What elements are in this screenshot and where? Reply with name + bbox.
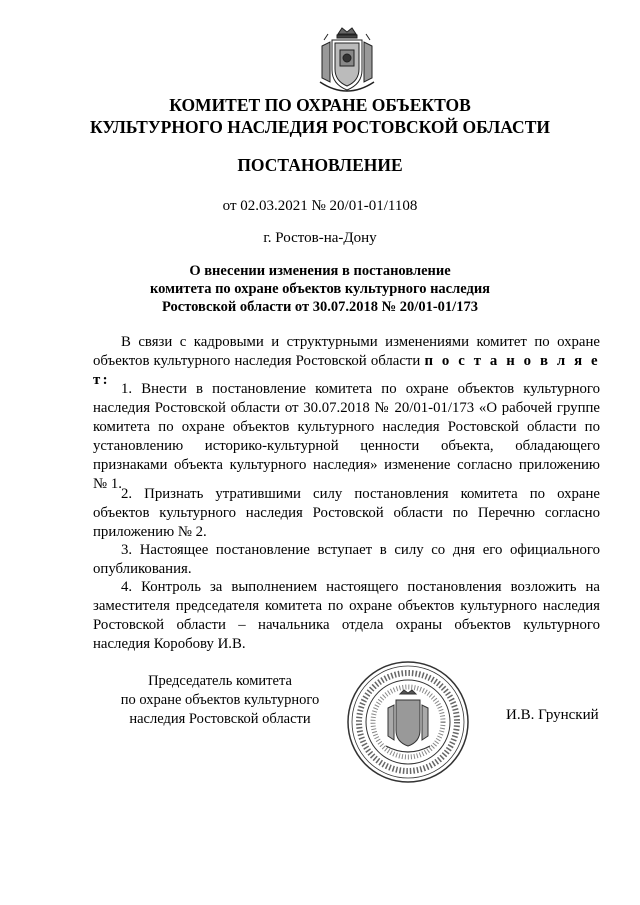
intro-text: В связи с кадровыми и структурными изменениями комитет по охране объектов культурного наследия Ростовской области xyxy=(93,334,600,369)
position-line3: наследия Ростовской области xyxy=(129,711,311,727)
item-4 xyxy=(93,578,600,654)
item-3-text: 3. Настоящее постановление вступает в силу со дня его официального опубликования. xyxy=(93,542,600,577)
subject-line1: О внесении изменения в постановление xyxy=(189,263,451,279)
item-2 xyxy=(93,485,600,542)
document-type: ПОСТАНОВЛЕНИЕ xyxy=(237,155,403,175)
subject-line2: комитета по охране объектов культурного наследия xyxy=(149,281,491,297)
date-number: от 02.03.2021 № 20/01-01/1108 xyxy=(222,198,418,214)
position-line2: по охране объектов культурного xyxy=(120,692,320,708)
item-1 xyxy=(93,380,600,494)
subject-line3: Ростовской области от 30.07.2018 № 20/01-01/173 xyxy=(162,299,478,315)
coat-of-arms-icon xyxy=(316,26,378,98)
organization-name xyxy=(0,94,640,138)
document-subject xyxy=(0,262,640,316)
official-seal-icon xyxy=(346,660,470,784)
item-2-text: 2. Признать утратившими силу постановления комитета по охране объектов культурного наследия Ростовской области по Перечню согласно приложению № 2. xyxy=(93,486,600,540)
decree-word: п о с т а н о в л я е т: xyxy=(93,353,600,388)
item-3 xyxy=(93,541,600,579)
item-4-text: 4. Контроль за выполнением настоящего постановления возложить на заместителя председателя комитета по охране объектов культурного наследия Ростовской области – начальника отдела охраны объектов культурного наследия Коробову И.В. xyxy=(93,579,600,652)
position-line1: Председатель комитета xyxy=(148,673,292,689)
signatory-position xyxy=(100,672,340,729)
city: г. Ростов-на-Дону xyxy=(263,230,377,246)
signatory-name: И.В. Грунский xyxy=(506,707,599,723)
item-1-text: 1. Внести в постановление комитета по охране объектов культурного наследия Ростовской области от 30.07.2018 № 20/01-01/173 «О рабочей группе комитета по охране объектов культурного наследия Ростовской области по установлению историко-культурной ценности объекта, обладающего признаками объекта культурного наследия» изменение согласно приложению № 1. xyxy=(93,381,600,492)
organization-name-line1: КОМИТЕТ ПО ОХРАНЕ ОБЪЕКТОВ xyxy=(169,95,471,115)
organization-name-line2: КУЛЬТУРНОГО НАСЛЕДИЯ РОСТОВСКОЙ ОБЛАСТИ xyxy=(90,117,550,137)
